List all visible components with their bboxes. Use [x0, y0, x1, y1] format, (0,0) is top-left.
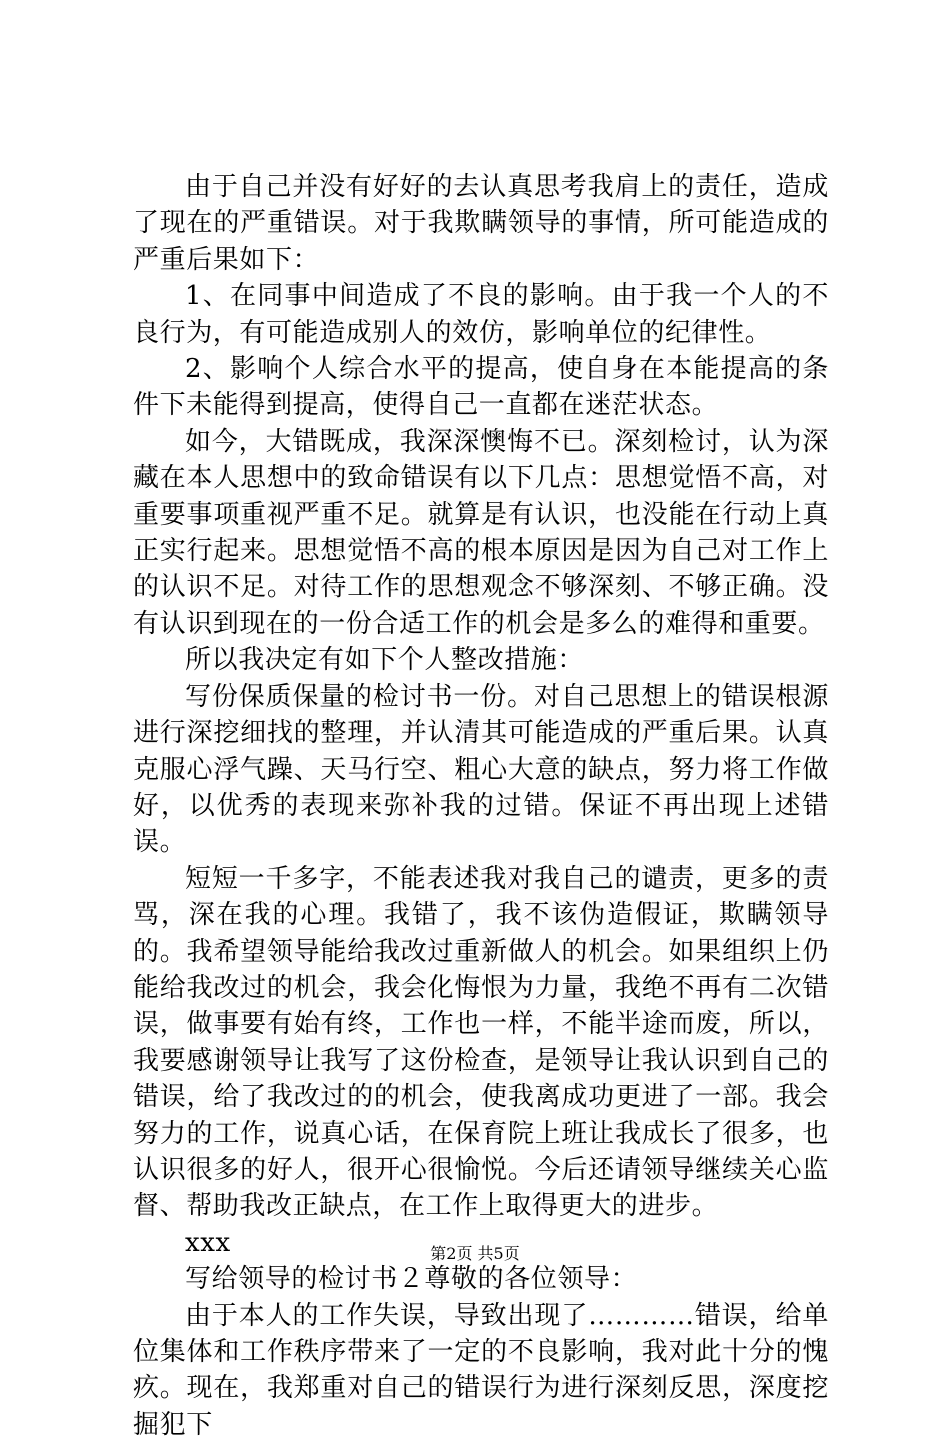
paragraph-closing: 短短一千多字，不能表述我对我自己的谴责，更多的责骂，深在我的心理。我错了，我不该伪造假证，欺瞒领导的。我希望领导能给我改过重新做人的机会。如果组织上仍能给我改过的机会，我会化悔恨为力量，我绝不再有二次错误，做事要有始有终，工作也一样，不能半途而废，所以，我要感谢领导让我写了这份检查，是领导让我认识到自己的错误，给了我改过的的机会，使我离成功更进了一部。我会努力的工作，说真心话，在保育院上班让我成长了很多，也认识很多的好人，很开心很愉悦。今后还请领导继续关心监督、帮助我改正缺点，在工作上取得更大的进步。: [133, 863, 829, 1222]
paragraph-measures-intro: 所以我决定有如下个人整改措施：: [185, 645, 585, 676]
paragraph-consequences-intro: 由于自己并没有好好的去认真思考我肩上的责任，造成了现在的严重错误。对于我欺瞒领导的事情，所可能造成的严重后果如下：: [133, 172, 829, 275]
signature: xxx: [185, 1227, 231, 1258]
paragraph-point-1: 1、在同事中间造成了不良的影响。由于我一个人的不良行为，有可能造成别人的效仿，影响单位的纪律性。: [133, 281, 829, 348]
paragraph-second-letter: 由于本人的工作失误，导致出现了…………错误，给单位集体和工作秩序带来了一定的不良影响，我对此十分的愧疚。现在，我郑重对自己的错误行为进行深刻反思，深度挖掘犯下: [133, 1300, 829, 1440]
paragraph-measures: 写份保质保量的检讨书一份。对自己思想上的错误根源进行深挖细找的整理，并认清其可能造成的严重后果。认真克服心浮气躁、天马行空、粗心大意的缺点，努力将工作做好，以优秀的表现来弥补我的过错。保证不再出现上述错误。: [133, 681, 829, 858]
page-footer: [0, 1244, 950, 1264]
paragraph-reflection: 如今，大错既成，我深深懊悔不已。深刻检讨，认为深藏在本人思想中的致命错误有以下几点：思想觉悟不高，对重要事项重视严重不足。就算是有认识，也没能在行动上真正实行起来。思想觉悟不高的根本原因是因为自己对工作上的认识不足。对待工作的思想观念不够深刻、不够正确。没有认识到现在的一份合适工作的机会是多么的难得和重要。: [133, 426, 829, 639]
page-number: 第2页 共5页: [430, 1244, 520, 1263]
paragraph-point-2: 2、影响个人综合水平的提高，使自身在本能提高的条件下未能得到提高，使得自己一直都在迷茫状态。: [133, 354, 829, 421]
section-heading: 写给领导的检讨书２尊敬的各位领导：: [185, 1264, 638, 1295]
